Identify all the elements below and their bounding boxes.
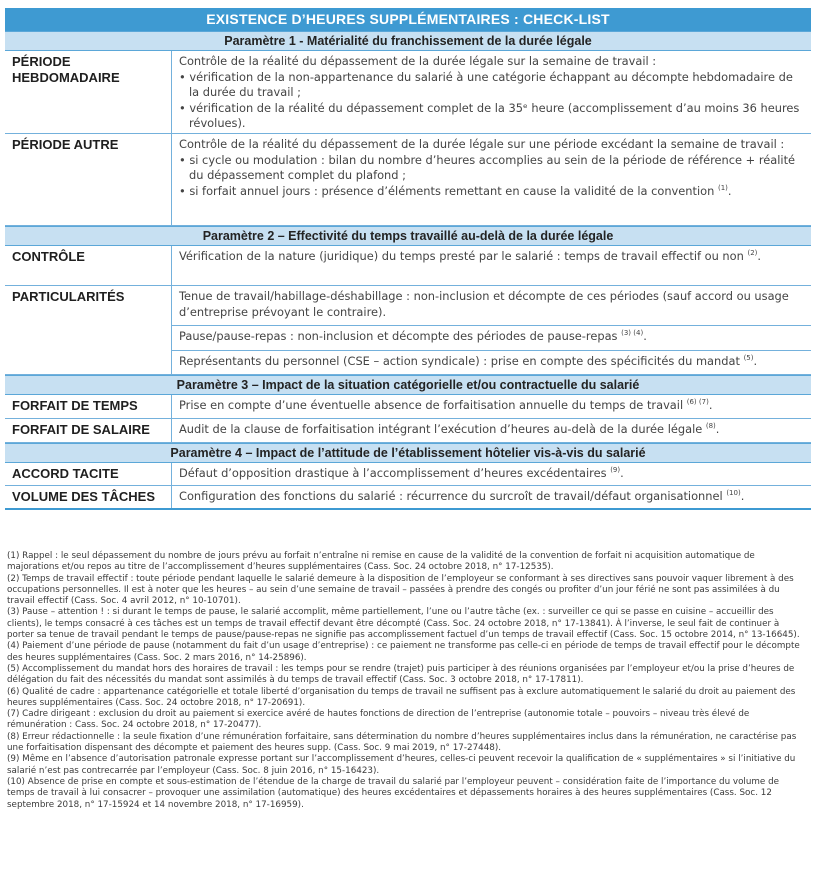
bullet-item: • vérification de la réalité du dépassement complet de la 35ᵉ heure (accomplissement d’au moins 36 heures révolues). (179, 100, 800, 130)
row-content (172, 51, 811, 133)
section-heading-2: Paramètre 2 – Effectivité du temps travaillé au-delà de la durée légale (5, 226, 811, 246)
footnote-ref: (6) (7) (686, 398, 709, 407)
footnote: (5) Accomplissement du mandat hors des horaires de travail : les temps pour se rendre (trajet) puis participer à des réunions organisées par l’employeur et/ou la prise d’heures de délégation du fait des nécessités du mandat sont assimilés à du temps de travail effectif (Cass. Soc. 3 octobre 2018, n° 17-17811). (7, 663, 795, 686)
section-heading-1: Paramètre 1 - Matérialité du franchissement de la durée légale (5, 31, 811, 51)
row-content: Défaut d’opposition drastique à l’accomplissement d’heures excédentaires $^{(9)}$. (179, 466, 624, 480)
footnote: (4) Paiement d’une période de pause (notamment du fait d’un usage d’entreprise) : ce paiement ne transforme pas celle-ci en période de temps de travail effectif pour le décompte des heures supplémentaires (Cass. Soc. 2 mars 2016, n° 14-25896). (7, 641, 800, 663)
footnote: (10) Absence de prise en compte et sous-estimation de l’étendue de la charge de travail du salarié par l’employeur peuvent – considération faite de l’importance du volume de temps de travail à lui consacrer – provoquer une assimilation (automatique) des heures excédentaires et dépassements horaires à des heures supplémentaires (Cass. Soc. 12 septembre 2018, n° 17-15924 et 14 novembre 2018, n° 17-16959). (7, 776, 780, 810)
row-text: Tenue de travail/habillage-déshabillage : non-inclusion et décompte de ces périodes (sauf accord ou usage d’entreprise prévoyant le contraire). (179, 289, 789, 319)
checklist-table (5, 8, 811, 510)
footnote-ref: (9) (610, 466, 621, 475)
row-label: FORFAIT DE TEMPS (5, 395, 172, 418)
row-text: Défaut d’opposition drastique à l’accomplissement d’heures excédentaires (179, 466, 607, 480)
table-title: EXISTENCE D’HEURES SUPPLÉMENTAIRES : CHECK-LIST (5, 8, 811, 31)
row-text: Représentants du personnel (CSE – action syndicale) : prise en compte des spécificités du mandat (179, 354, 740, 368)
table-row (5, 486, 811, 510)
bullet-item: • vérification de la non-appartenance du salarié à une catégorie échappant au décompte hebdomadaire de la durée du travail ; (179, 69, 793, 99)
footnote: (3) Pause – attention ! : si durant le temps de pause, le salarié accomplit, même partiellement, l’une ou l’autre tâche (ex. : surveiller ce qui se passe en cuisine – accueillir des clients), le temps consacré à ces tâches est un temps de travail effectif devant être décompté (Cass. Soc. 24 octobre 2018, n° 17-13841). À l’inverse, le seul fait de continuer à porter sa tenue de travail pendant le temps de pause/pause-repas ne signifie pas accomplissement factuel d’un temps de travail effectif (Cass. Soc. 15 octobre 2014, n° 13-16645). (7, 607, 800, 641)
footnote-ref: (2) (747, 249, 758, 258)
table-row (5, 286, 811, 375)
footnote-ref: (10) (726, 489, 741, 498)
footnote: (8) Erreur rédactionnelle : la seule fixation d’une rémunération forfaitaire, sans détermination du nombre d’heures supplémentaires inclus dans la rémunération, ne caractérise pas une forfaitisation dispensant des décompte et paiement des heures supp. (Cass. Soc. 9 mai 2019, n° 17-27448). (7, 731, 797, 754)
footnote: (6) Qualité de cadre : appartenance catégorielle et totale liberté d’organisation du temps de travail ne suffisent pas à exclure automatiquement le salarié du droit au paiement des heures supplémentaires (Cass. Soc. 24 octobre 2018, n° 17-20691). (7, 686, 796, 708)
footnote: (1) Rappel : le seul dépassement du nombre de jours prévu au forfait n’entraîne ni remise en cause de la validité de la convention de forfait ni acquisition automatique de majorations et/ou repos au titre de l’accomplissement d’heures supplémentaires (Cass. Soc. 24 octobre 2018, n° 17-12535). (7, 551, 755, 573)
footnote: (7) Cadre dirigeant : exclusion du droit au paiement si exercice avéré de hautes fonctions de direction de l’entreprise (autonomie totale – pouvoirs – niveau très élevé de rémunération : Cass. Soc. 24 octobre 2018, n° 17-20477). (7, 709, 750, 731)
row-text: Audit de la clause de forfaitisation intégrant l’exécution d’heures au-delà de la durée légale (179, 422, 703, 436)
row-content: Prise en compte d’une éventuelle absence de forfaitisation annuelle du temps de travail $^{(6) (7)}$. (179, 398, 713, 412)
row-content (172, 134, 811, 225)
row-text: Prise en compte d’une éventuelle absence de forfaitisation annuelle du temps de travail (179, 398, 684, 412)
section-heading-4: Paramètre 4 – Impact de l’attitude de l’établissement hôtelier vis-à-vis du salarié (5, 443, 811, 463)
row-text: Vérification de la nature (juridique) du temps presté par le salarié : temps de travail effectif ou non (179, 249, 744, 263)
row-label: ACCORD TACITE (5, 463, 172, 485)
row-content: Configuration des fonctions du salarié : récurrence du surcroît de travail/défaut organisationnel $^{(10)}$. (179, 489, 745, 503)
row-label: PARTICULARITÉS (5, 286, 172, 374)
table-row (5, 419, 811, 443)
table-row (5, 134, 811, 226)
bullet-item: • si cycle ou modulation : bilan du nombre d’heures accomplies au sein de la période de référence + réalité du dépassement complet du plafond ; (179, 152, 796, 182)
footnotes (7, 551, 807, 811)
footnote-ref: (8) (705, 422, 716, 431)
row-label: CONTRÔLE (5, 246, 172, 285)
row-text: Configuration des fonctions du salarié : récurrence du surcroît de travail/défaut organisationnel (179, 489, 723, 503)
section-heading-3: Paramètre 3 – Impact de la situation catégorielle et/ou contractuelle du salarié (5, 375, 811, 395)
row-intro: Contrôle de la réalité du dépassement de la durée légale sur une période excédant la semaine de travail : (179, 137, 785, 151)
row-label: PÉRIODE AUTRE (5, 134, 172, 225)
footnote-ref: (1) (717, 183, 728, 192)
row-label: PÉRIODE HEBDOMADAIRE (5, 51, 172, 133)
table-row (5, 463, 811, 486)
footnote: (2) Temps de travail effectif : toute période pendant laquelle le salarié demeure à la disposition de l’employeur se conformant à ses directives sans pouvoir vaquer librement à des occupations personnelles. Il est à noter que les heures – au sein d’une semaine de travail – passées à prendre des congés ou profiter d’un jour férié ne sont pas assimilées à du travail effectif (Cass. Soc. 4 avril 2012, n° 10-10701). (7, 573, 794, 607)
row-content: Audit de la clause de forfaitisation intégrant l’exécution d’heures au-delà de la durée légale $^{(8)}$. (179, 422, 720, 436)
row-label: VOLUME DES TÂCHES (5, 486, 172, 508)
row-content: Vérification de la nature (juridique) du temps presté par le salarié : temps de travail effectif ou non $^{(2)}$. (179, 249, 762, 263)
row-label: FORFAIT DE SALAIRE (5, 419, 172, 442)
bullet-item: • si forfait annuel jours : présence d’éléments remettant en cause la validité de la convention $^{(1)}$. (179, 183, 732, 198)
row-content: Tenue de travail/habillage-déshabillage : non-inclusion et décompte de ces périodes (sauf accord ou usage d’entreprise prévoyant le contraire). Pause/pause-repas : non-inclusion et décompte des périodes de pause-repas $^{(3) (4)}$. Représentants du personnel (CSE – action syndicale) : prise en compte des spécificités du mandat $^{(5)}$. (172, 286, 811, 374)
footnote: (9) Même en l’absence d’autorisation patronale expresse portant sur l’accomplissement d’heures, celles-ci peuvent recevoir la qualification de « supplémentaires » si l’initiative du salarié n’est pas contrecarrée par l’employeur (Cass. Soc. 8 juin 2016, n° 15-16423). (7, 754, 796, 776)
table-row (5, 51, 811, 134)
table-row (5, 395, 811, 419)
table-row (5, 246, 811, 286)
row-text: Pause/pause-repas : non-inclusion et décompte des périodes de pause-repas (179, 329, 618, 343)
footnote-ref: (5) (743, 354, 754, 363)
footnote-ref: (3) (4) (621, 329, 644, 338)
row-intro: Contrôle de la réalité du dépassement de la durée légale sur la semaine de travail : (179, 54, 657, 68)
